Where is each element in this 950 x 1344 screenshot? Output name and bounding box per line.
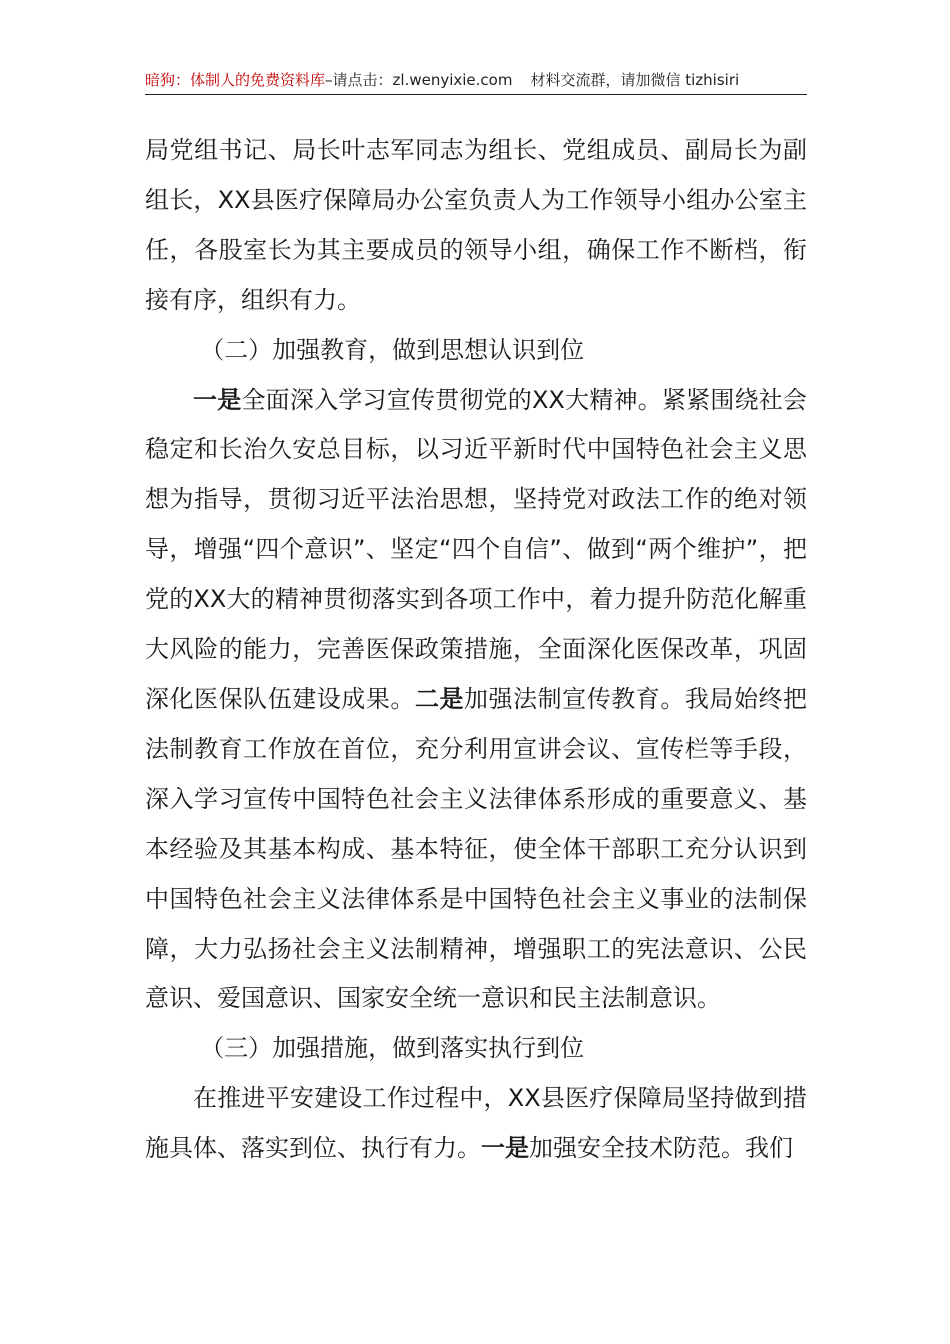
paragraph-measures	[145, 1074, 807, 1174]
paragraph-text: 加强法制宣传教育。我局始终把法制教育工作放在首位，充分利用宣讲会议、宣传栏等手段，深入学习宣传中国特色社会主义法律体系形成的重要意义、基本经验及其基本构成、基本特征，使全体干部职工充分认识到中国特色社会主义法律体系是中国特色社会主义事业的法制保障，大力弘扬社会主义法制精神，增强职工的宪法意识、公民意识、爱国意识、国家安全统一意识和民主法制意识。	[145, 684, 808, 1013]
document-body	[145, 126, 807, 1174]
lead-first: 一是	[193, 385, 242, 414]
section-heading-measures: （三）加强措施，做到落实执行到位	[200, 1034, 585, 1063]
lead-first: 一是	[481, 1134, 529, 1163]
paragraph-text: 加强安全技术防范。我们	[529, 1134, 793, 1163]
header-click-prompt: –请点击：	[325, 71, 393, 89]
header-wechat-note: 材料交流群，请加微信 tizhisiri	[530, 71, 740, 89]
page-header	[145, 68, 807, 95]
paragraph-text: 在推进平安建设工作过程中，XX县医疗保障局坚持做到措施具体、落实到位、执行有力。	[145, 1084, 807, 1163]
section-heading-education: （二）加强教育，做到思想认识到位	[200, 335, 585, 364]
paragraph-text: 全面深入学习宣传贯彻党的XX大精神。紧紧围绕社会稳定和长治久安总目标，以习近平新时代中国特色社会主义思想为指导，贯彻习近平法治思想，坚持党对政法工作的绝对领导，增强“四个意识”、坚定“四个自信”、做到“两个维护”，把党的XX大的精神贯彻落实到各项工作中，着力提升防范化解重大风险的能力，完善医保政策措施，全面深化医保改革，巩固深化医保队伍建设成果。	[145, 385, 808, 713]
paragraph-leadership-group: 局党组书记、局长叶志军同志为组长、党组成员、副局长为副组长，XX县医疗保障局办公室负责人为工作领导小组办公室主任，各股室长为其主要成员的领导小组，确保工作不断档，衔接有序，组织有力。	[145, 136, 807, 314]
paragraph-education	[145, 376, 807, 1025]
header-url-link[interactable]: zl.wenyixie.com	[392, 71, 513, 89]
lead-second: 二是	[414, 684, 465, 713]
header-site-name: 暗狗：体制人的免费资料库	[145, 71, 326, 89]
